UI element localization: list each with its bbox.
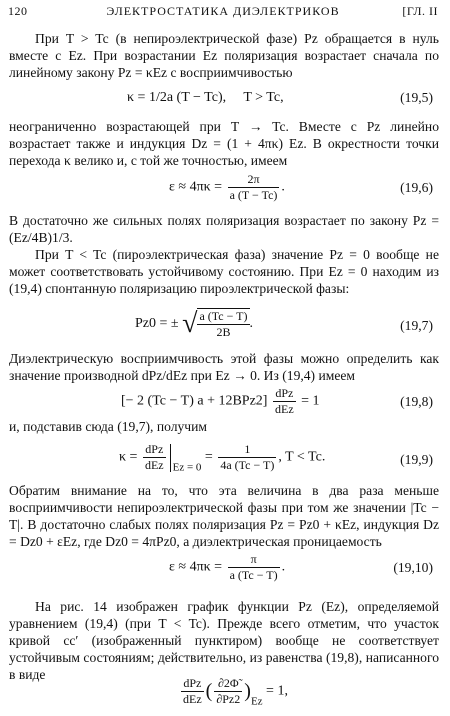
eq8-lhs: [− 2 (Tc − T) a + 12BPz2] [121, 393, 268, 409]
eq9-denominator-2: 4a (Tc − T) [220, 458, 275, 472]
eq9-evaluated-at: Ez = 0 [172, 461, 202, 474]
eq10-number: (19,10) [393, 560, 433, 575]
eq7-number: (19,7) [400, 318, 433, 333]
paragraph-5: Диэлектрическую восприимчивость этой фазы можно определить как значение производной dPz/dEz при Ez → 0. Из (19,4) имеем [9, 351, 439, 383]
eq8-denominator: dEz [274, 402, 294, 416]
paragraph-7: Обратим внимание на то, что эта величина в два раза меньше восприимчивости непироэлектрической фазы при том же значении |Tc − T|. В достаточно слабых полях поляризация Pz = Pz0 + κEz, индукция Dz = Dz0 + εEz, где Dz0 = 4πPz0, а диэлектрическая проницаемость [9, 483, 439, 549]
eq7-denominator: 2B [197, 324, 249, 340]
page-number: 120 [8, 4, 28, 18]
eq6-fraction [228, 172, 280, 203]
equation-19-5 [9, 84, 439, 114]
eq6-lhs: ε ≈ 4πκ = [169, 179, 223, 195]
equation-19-6 [9, 170, 439, 206]
eq11-denominator-1: dEz [183, 692, 202, 706]
chapter-label: [ГЛ. II [402, 4, 438, 18]
eq10-denominator: a (Tc − T) [229, 568, 278, 582]
paragraph-1: При T > Tc (в непироэлектрической фазе) Pz обращается в нуль вместе с Ez. При возрастании Ez поляризация возрастает сначала по линейному закону Pz = κEz с восприимчивостью [9, 31, 439, 80]
running-title: ЭЛЕКТРОСТАТИКА ДИЭЛЕКТРИКОВ [106, 4, 340, 18]
eq9-number: (19,9) [400, 452, 433, 467]
square-root [182, 308, 249, 340]
eq9-derivative [143, 442, 166, 473]
page-header [8, 4, 438, 22]
paragraph-2: неограниченно возрастающей при T → Tc. Вместе с Pz линейно возрастает также и индукция Dz = (1 + 4πκ) Ez. В окрестности точки перехода κ велико и, с той же точностью, имеем [9, 119, 439, 168]
equation-19-10 [9, 550, 439, 586]
eq9-numerator-2: 1 [244, 442, 251, 456]
eq9-condition: , T < Tc. [278, 449, 326, 465]
radical-sign-icon: √ [182, 308, 198, 339]
eq5-cond: T > Tc, [243, 90, 284, 105]
eq8-number: (19,8) [400, 394, 433, 409]
eq6-number: (19,6) [400, 180, 433, 195]
eq6-tail: . [281, 179, 285, 195]
eq8-tail: = 1 [301, 393, 320, 409]
eq5-lhs: κ = 1/2a (T − Tc), [127, 90, 227, 105]
paragraph-4: При T < Tc (пироэлектрическая фаза) значение Pz = 0 вообще не может соответствовать устойчивому состоянию. При Ez = 0 находим из (19,4) спонтанную поляризацию пироэлектрической фазы: [9, 247, 439, 296]
eq10-tail: . [281, 559, 286, 575]
eq9-fraction [218, 442, 276, 473]
paragraph-6: и, подставив сюда (19,7), получим [9, 419, 208, 434]
equation-19-7 [9, 306, 439, 346]
eq11-derivative [181, 676, 204, 707]
eq7-numerator: a (Tc − T) [199, 309, 248, 323]
eq6-denominator: a (T − Tc) [229, 188, 278, 202]
eq6-numerator: 2π [247, 172, 260, 186]
eq11-subscript: Ez [250, 695, 263, 708]
equation-19-8-rewritten: $\frac{\text{dPz}}{\text{dEz}}$ ( $\frac{\partial 2\Phĩ}{\partial Pz2}$ )$_{Ez} = 1$, [183, 676, 288, 708]
eq10-lhs: ε ≈ 4πκ = [169, 559, 223, 575]
paragraph-8: На рис. 14 изображен график функции Pz (Ez), определяемой уравнением (19,4) (при T < Tc). Прежде всего отметим, что участок кривой cc′ (изображенный пунктиром) вообще не соответствует устойчивым состояниям; действительно, из равенства (19,8), написанного в виде [9, 599, 439, 682]
equation-19-8 [9, 384, 439, 420]
eq5-number: (19,5) [400, 90, 433, 105]
eq11-second-derivative [214, 676, 242, 707]
eq7-tail: . [249, 316, 253, 332]
eq8-numerator: dPz [275, 386, 294, 400]
eq9-numerator-1: dPz [145, 442, 164, 456]
eq9-denominator-1: dEz [144, 458, 164, 472]
eq11-numerator-1: dPz [183, 676, 202, 690]
eq8-fraction [273, 386, 296, 417]
eq10-fraction [228, 552, 280, 583]
eq11-numerator-2: ∂2Φ̃ [217, 676, 239, 690]
eq11-denominator-2: ∂Pz2 [216, 692, 241, 706]
eq7-lhs: Pz0 = ± [135, 316, 179, 332]
eq9-lhs: κ = [119, 449, 138, 465]
equation-19-9: κ = $\frac{\text{dPz}}{\text{dEz}}$ $_{Ez = 0}$ = $\frac{1}{4a (Tc - T)}$ , T < Tc. (19,9) [119, 442, 433, 474]
evaluation-bar [170, 444, 171, 472]
eq11-tail: = 1, [266, 683, 288, 699]
paragraph-3: В достаточно же сильных полях поляризация возрастает по закону Pz = (Ez/4B)1/3. [9, 213, 439, 245]
eq10-numerator: π [250, 552, 257, 566]
